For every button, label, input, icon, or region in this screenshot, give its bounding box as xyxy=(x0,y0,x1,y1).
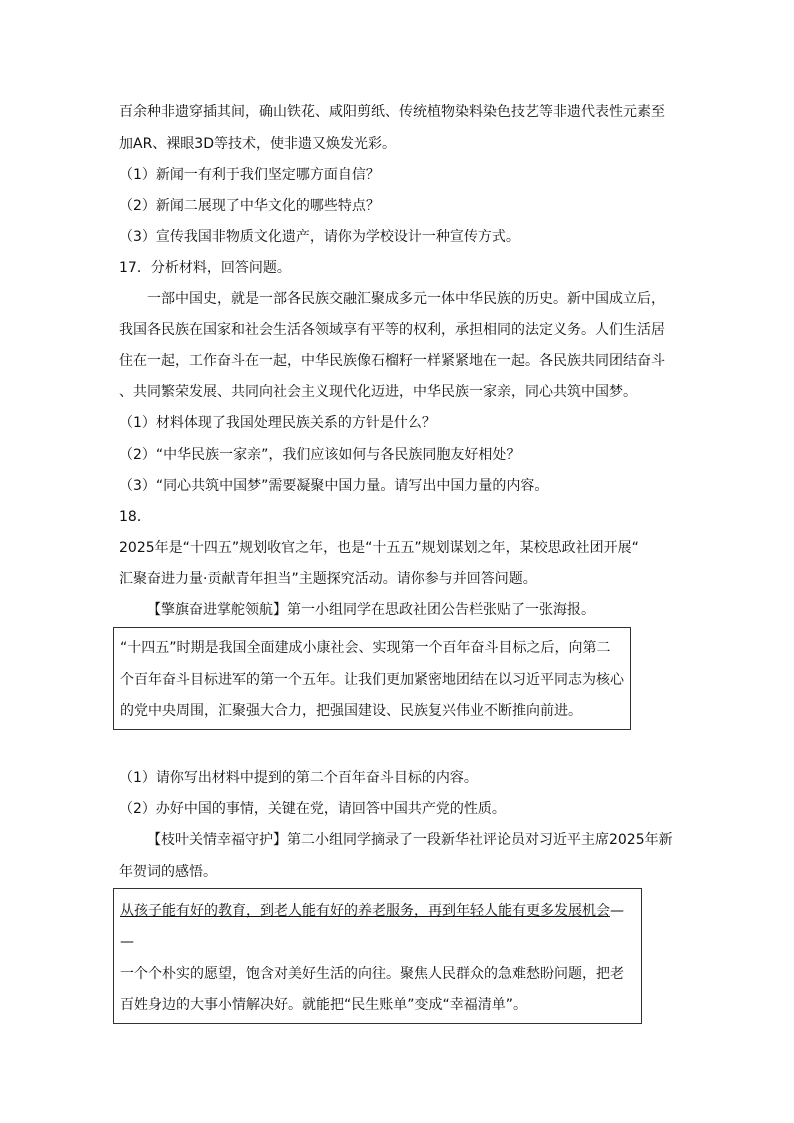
q18-intro-line-2: 汇聚奋进力量·贡献青年担当”主题探究活动。请你参与并回答问题。 xyxy=(119,571,537,587)
q18-intro-line-1: 2025年是“十四五”规划收官之年，也是“十五五”规划谋划之年，某校思政社团开展“ xyxy=(119,540,639,556)
q18-part2-intro-line-1: 【枝叶关情幸福守护】第二小组同学摘录了一段新华社评论员对习近平主席2025年新 xyxy=(147,832,673,848)
poster-line-2: 个百年奋斗目标进军的第一个五年。让我们更加紧密地团结在以习近平同志为核心 xyxy=(120,672,624,688)
quote-line-1 xyxy=(120,901,624,921)
q17-material-line-2: 我国各民族在国家和社会生活各领域享有平等的权利，承担相同的法定义务。人们生活居 xyxy=(119,322,665,338)
q17-material-line-4: 、共同繁荣发展、共同向社会主义现代化迈进，中华民族一家亲，同心共筑中国梦。 xyxy=(119,384,637,400)
q17-material-line-1: 一部中国史，就是一部各民族交融汇聚成多元一体中华民族的历史。新中国成立后， xyxy=(147,291,665,307)
q18-part1-question-2: （2）办好中国的事情，关键在党，请回答中国共产党的性质。 xyxy=(119,801,506,817)
q17-material-line-3: 住在一起，工作奋斗在一起，中华民族像石榴籽一样紧紧地在一起。各民族共同团结奋斗 xyxy=(119,353,665,369)
q18-part1-intro: 【擎旗奋进掌舵领航】第一小组同学在思政社团公告栏张贴了一张海报。 xyxy=(147,602,595,618)
quote-dash-1: — xyxy=(610,903,624,919)
q16-question-1: （1）新闻一有利于我们坚定哪方面自信？ xyxy=(119,167,380,183)
q18-part1-question-1: （1）请你写出材料中提到的第二个百年奋斗目标的内容。 xyxy=(119,770,478,786)
quote-underlined-text: 从孩子能有好的教育，到老人能有好的养老服务，再到年轻人能有更多发展机会 xyxy=(120,903,610,919)
q16-question-3: （3）宣传我国非物质文化遗产，请你为学校设计一种宣传方式。 xyxy=(119,229,520,245)
q18-number: 18． xyxy=(119,509,151,525)
poster-line-1: “十四五”时期是我国全面建成小康社会、实现第一个百年奋斗目标之后，向第二 xyxy=(120,640,611,656)
q17-question-1: （1）材料体现了我国处理民族关系的方针是什么？ xyxy=(119,415,436,431)
q17-heading: 17．分析材料，回答问题。 xyxy=(119,260,291,276)
quote-dash-2: — xyxy=(120,934,134,950)
poster-box xyxy=(113,627,631,730)
q16-question-2: （2）新闻二展现了中华文化的哪些特点？ xyxy=(119,198,380,214)
q17-question-2: （2）“中华民族一家亲”，我们应该如何与各民族同胞友好相处？ xyxy=(119,447,521,463)
poster-line-3: 的党中央周围，汇聚强大合力，把强国建设、民族复兴伟业不断推向前进。 xyxy=(120,703,582,719)
quote-line-3: 一个个朴实的愿望，饱含对美好生活的向往。聚焦人民群众的急难愁盼问题，把老 xyxy=(120,966,624,982)
intro-line-1: 百余种非遗穿插其间，确山铁花、咸阳剪纸、传统植物染料染色技艺等非遗代表性元素至 xyxy=(119,104,665,120)
quote-box xyxy=(113,888,642,1024)
intro-line-2: 加AR、裸眼3D等技术，使非遗又焕发光彩。 xyxy=(119,136,396,152)
quote-line-4: 百姓身边的大事小情解决好。就能把“民生账单”变成“幸福清单”。 xyxy=(120,997,528,1013)
q18-part2-intro-line-2: 年贺词的感悟。 xyxy=(119,864,217,880)
q17-question-3: （3）“同心共筑中国梦”需要凝聚中国力量。请写出中国力量的内容。 xyxy=(119,478,549,494)
